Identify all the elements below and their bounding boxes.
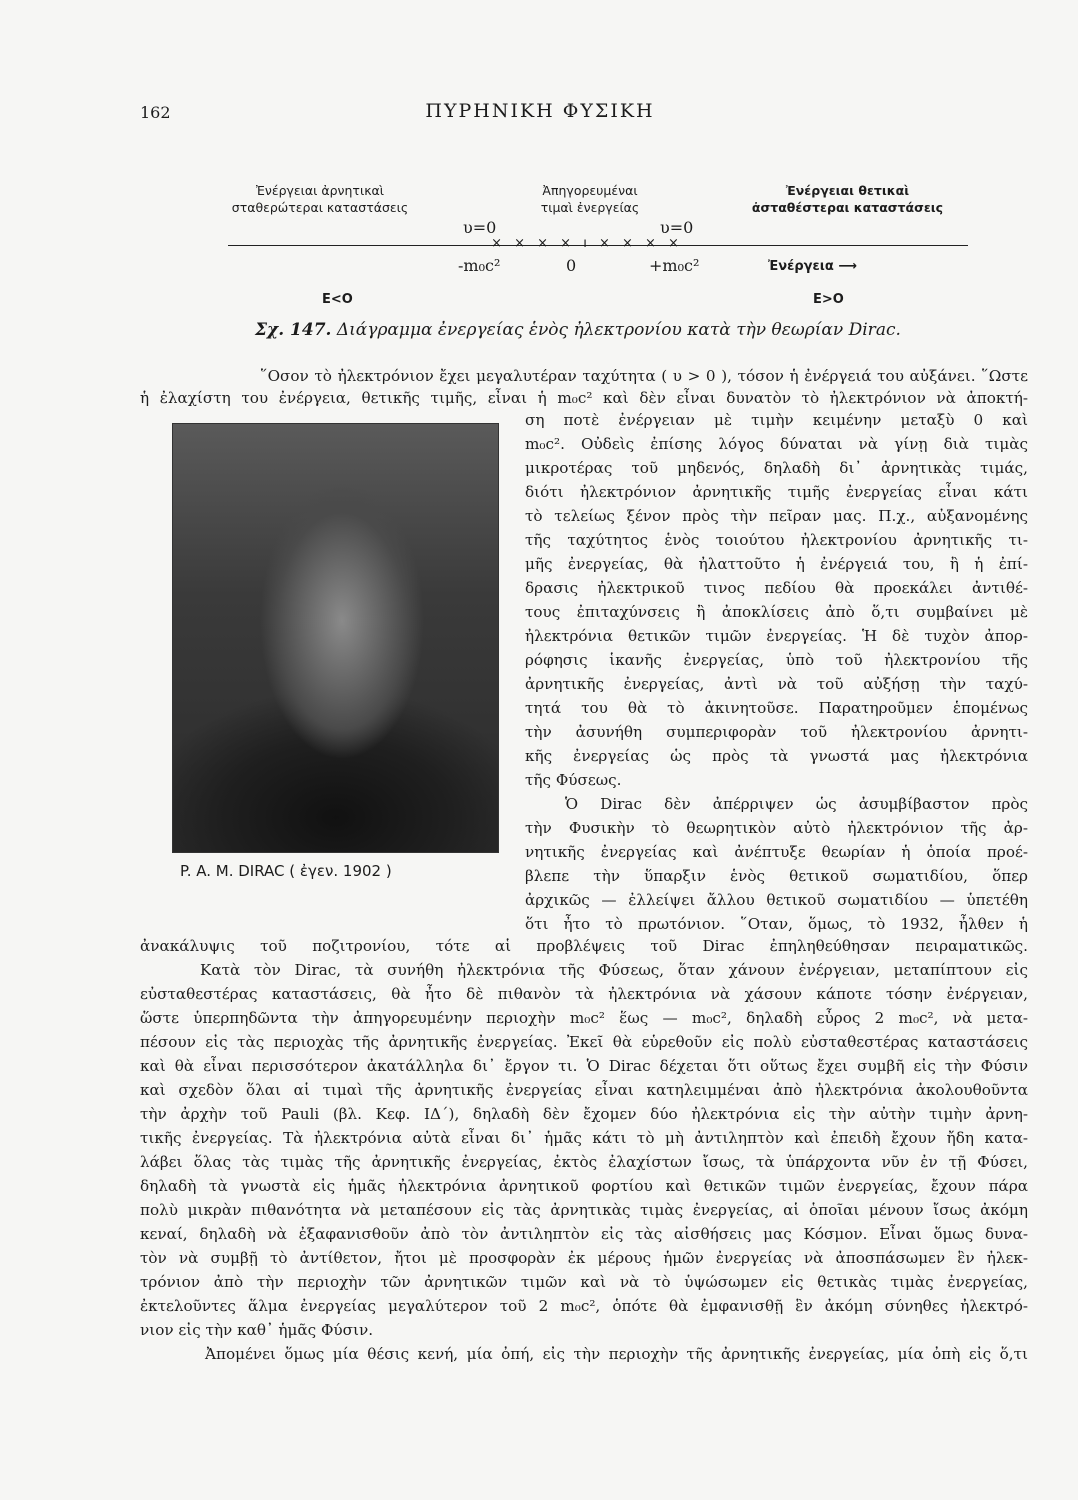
energy-arrow-icon: ⟶	[838, 259, 857, 274]
text-line: ἀρνητικῆς ἐνεργείας, ἀντὶ νὰ τοῦ αὐξήσῃ τὴν ταχύ-	[525, 675, 1028, 693]
diagram-left-title-line1: Ἐνέργειαι ἀρνητικαὶ	[255, 183, 385, 198]
text-line: δρασις ἠλεκτρικοῦ τινος πεδίου θὰ προεκάλει ἀντιθέ-	[525, 579, 1028, 597]
text-line: τὴν ἀσυνήθη συμπεριφορὰν τοῦ ἠλεκτρονίου ἀρνητι-	[525, 723, 1028, 741]
diagram-v-right: υ=0	[660, 218, 694, 237]
diagram-right-title-line1: Ἐνέργειαι θετικαὶ	[785, 183, 910, 198]
text-line: ὅτι ἦτο τὸ πρωτόνιον. ῞Οταν, ὅμως, τὸ 1932, ἦλθεν ἡ	[525, 915, 1028, 933]
text-line: ση ποτὲ ἐνέργειαν μὲ τιμὴν κειμένην μεταξὺ 0 καὶ	[525, 411, 1028, 429]
forbidden-crosses: × × × × ı × × × ×	[491, 236, 683, 251]
text-line: τὸν νὰ συμβῇ τὸ ἀντίθετον, ἤτοι μὲ προσφορὰν ἐκ μέρους ἡμῶν ἐνεργείας νὰ ἀποσπάσωμεν ἓν ἠλεκ-	[140, 1249, 1028, 1267]
energy-direction-label	[768, 259, 857, 274]
text-line: τικῆς ἐνεργείας. Τὰ ἠλεκτρόνια αὐτὰ εἶναι δι᾽ ἡμᾶς κάτι τὸ μὴ ἀντιληπτὸν καὶ ἐπειδὴ ἔχουν ἤδη κατα-	[140, 1129, 1028, 1147]
text-line: τους ἐπιταχύνσεις ἢ ἀποκλίσεις ἀπὸ ὅ,τι συμβαίνει μὲ	[525, 603, 1028, 621]
diagram-middle-title-line2: τιμαὶ ἐνεργείας	[540, 200, 640, 215]
text-line: μῆς ἐνεργείας, θὰ ἠλαττοῦτο ἡ ἐνέργειά του, ἢ ἡ ἐπί-	[525, 555, 1028, 573]
text-line: ἐκτελοῦντες ἅλμα ἐνεργείας μεγαλύτερον τοῦ 2 m₀c², ὁπότε θὰ ἐμφανισθῇ ἓν ἀκόμη σύνηθες ἠλεκτρό-	[140, 1297, 1028, 1315]
text-line: ἀρχικῶς — ἐλλείψει ἄλλου θετικοῦ σωματιδίου — ὑπετέθη	[525, 891, 1028, 909]
text-line: δηλαδὴ τὰ γνωστὰ εἰς ἡμᾶς ἠλεκτρόνια ἀρνητικοῦ φορτίου καὶ θετικῶν τιμῶν ἐνεργείας, ἔχουν πάρα	[140, 1177, 1028, 1195]
tick-label-negative: -m₀c²	[458, 256, 501, 275]
text-line: νητικῆς ἐνεργείας καὶ ἀνέπτυξε θεωρίαν ἡ ὁποία προέ-	[525, 843, 1028, 861]
text-line: τὴν Φυσικὴν τὸ θεωρητικὸν αὐτὸ ἠλεκτρόνιον τῆς ἀρ-	[525, 819, 1028, 837]
text-line: κεναί, δηλαδὴ νὰ ἐξαφανισθοῦν ἀπὸ τὸν ἀντιληπτὸν εἰς τὰς αἰσθήσεις μας Κόσμον. Εἶναι ὅμως δυνα-	[140, 1225, 1028, 1243]
diagram-left-title	[215, 182, 425, 216]
text-line: νιον εἰς τὴν καθ᾽ ἡμᾶς Φύσιν.	[140, 1321, 374, 1339]
text-line: ἠλεκτρόνια θετικῶν τιμῶν ἐνεργείας. Ἡ δὲ τυχὸν ἀπορ-	[525, 627, 1028, 645]
positive-energy-label: E>O	[813, 292, 844, 307]
diagram-middle-title-line1: Ἀπηγορευμέναι	[542, 183, 638, 198]
diagram-v-left: υ=0	[463, 218, 497, 237]
text-line: Κατὰ τὸν Dirac, τὰ συνήθη ἠλεκτρόνια τῆς Φύσεως, ὅταν χάνουν ἐνέργειαν, μεταπίπτουν εἰς	[200, 961, 1028, 979]
text-line: τῆς Φύσεως.	[525, 771, 622, 789]
text-line: μικροτέρας τοῦ μηδενός, δηλαδὴ δι᾽ ἀρνητικὰς τιμάς,	[525, 459, 1028, 477]
diagram-left-title-line2: σταθερώτεραι καταστάσεις	[231, 200, 409, 215]
text-line: διότι ἠλεκτρόνιον ἀρνητικῆς τιμῆς ἐνεργείας εἶναι κάτι	[525, 483, 1028, 501]
text-line: κῆς ἐνεργείας ὡς πρὸς τὰ γνωστά μας ἠλεκτρόνια	[525, 747, 1028, 765]
tick-label-zero: 0	[566, 256, 577, 275]
page-number: 162	[140, 103, 171, 122]
negative-energy-label: E<O	[322, 292, 353, 307]
text-line: ὥστε ὑπερπηδῶντα τὴν ἀπηγορευμένην περιοχὴν m₀c² ἕως — m₀c², δηλαδὴ εὖρος 2 m₀c², νὰ μετα-	[140, 1009, 1028, 1027]
text-line: ῞Οσον τὸ ἠλεκτρόνιον ἔχει μεγαλυτέραν ταχύτητα ( υ > 0 ), τόσον ἡ ἐνέργειά του αὐξάνει. ῞Ωστε	[260, 367, 1028, 385]
text-line: τῆς ταχύτητος ἑνὸς τοιούτου ἠλεκτρονίου ἀρνητικῆς τι-	[525, 531, 1028, 549]
text-line: Ἀπομένει ὅμως μία θέσις κενή, μία ὀπή, εἰς τὴν περιοχὴν τῆς ἀρνητικῆς ἐνεργείας, μία ὀπὴ εἰς ὅ,τι	[205, 1345, 1028, 1363]
portrait-caption: P. A. M. DIRAC ( ἐγεν. 1902 )	[180, 862, 392, 880]
text-line: λάβει ὅλας τὰς τιμὰς τῆς ἀρνητικῆς ἐνεργείας, ἐκτὸς ἐλαχίστων ἴσως, τὰ ὑπάρχοντα νῦν ἐν τῇ Φύσει,	[140, 1153, 1028, 1171]
text-line: τὴν ἀρχὴν τοῦ Pauli (βλ. Κεφ. ΙΔ΄), δηλαδὴ δὲν ἔχομεν δύο ἠλεκτρόνια εἰς τὴν αὐτὴν τιμὴν ἀρνη-	[140, 1105, 1028, 1123]
text-line: πολὺ μικρὰν πιθανότητα νὰ μεταπέσουν εἰς τὰς ἀρνητικὰς τιμὰς ἐνεργείας, αἱ ὁποῖαι μένουν ἴσως ἀκόμη	[140, 1201, 1028, 1219]
text-line: Ὁ Dirac δὲν ἀπέρριψεν ὡς ἀσυμβίβαστον πρὸς	[565, 795, 1028, 813]
tick-label-positive: +m₀c²	[649, 256, 700, 275]
figure-caption-text: Διάγραμμα ἐνεργείας ἑνὸς ἠλεκτρονίου κατὰ τὴν θεωρίαν Dirac.	[336, 320, 901, 340]
text-line: m₀c². Οὐδεὶς ἐπίσης λόγος δύναται νὰ γίνῃ διὰ τιμὰς	[525, 435, 1028, 453]
figure-caption	[255, 320, 955, 340]
text-line: ρόφησις ἱκανῆς ἐνεργείας, ὑπὸ τοῦ ἠλεκτρονίου τῆς	[525, 651, 1028, 669]
text-line: καὶ θὰ εἶναι περισσότερον ἀκατάλληλα δι᾽ ἔργον τι. Ὁ Dirac δέχεται ὅτι οὕτως ἔχει συμβῆ εἰς τὴν Φύσιν	[140, 1057, 1028, 1075]
diagram-right-title-line2: ἀσταθέστεραι καταστάσεις	[751, 200, 944, 215]
text-line: τὸ τελείως ξένον πρὸς τὴν πεῖραν μας. Π.χ., αὐξανομένης	[525, 507, 1028, 525]
running-title: ΠΥΡΗΝΙΚΗ ΦΥΣΙΚΗ	[425, 100, 655, 122]
text-line: τρόνιον ἀπὸ τὴν περιοχὴν τῶν ἀρνητικῶν τιμῶν καὶ νὰ τὸ ὑψώσωμεν εἰς θετικὰς τιμὰς ἐνεργείας,	[140, 1273, 1028, 1291]
dirac-portrait	[172, 423, 499, 853]
text-line: πέσουν εἰς τὰς περιοχὰς τῆς ἀρνητικῆς ἐνεργείας. Ἐκεῖ θὰ εὑρεθοῦν εἰς πολὺ εὐσταθεστέρας καταστάσεις	[140, 1033, 1028, 1051]
energy-label-text: Ἐνέργεια	[768, 259, 834, 274]
diagram-middle-title	[505, 182, 675, 216]
text-line: βλεπε τὴν ὕπαρξιν ἑνὸς θετικοῦ σωματιδίου, ὅπερ	[525, 867, 1028, 885]
text-line: καὶ σχεδὸν ὅλαι αἱ τιμαὶ τῆς ἀρνητικῆς ἐνεργείας εἶναι κατηλειμμέναι ἀπὸ ἠλεκτρόνια ἀκολουθοῦντα	[140, 1081, 1028, 1099]
diagram-right-title	[725, 182, 970, 216]
text-line: τητά του θὰ τὸ ἀκινητοῦσε. Παρατηροῦμεν ἑπομένως	[525, 699, 1028, 717]
text-line: ἀνακάλυψις τοῦ ποζιτρονίου, τότε αἱ προβλέψεις τοῦ Dirac ἐπηληθεύθησαν πειραματικῶς.	[140, 937, 1028, 955]
figure-number: Σχ. 147.	[255, 320, 332, 340]
text-line: εὐσταθεστέρας καταστάσεις, θὰ ἦτο δὲ πιθανὸν τὰ ἠλεκτρόνια νὰ χάσουν κάποτε τόσην ἐνέργειαν,	[140, 985, 1028, 1003]
text-line: ἡ ἐλαχίστη του ἐνέργεια, θετικῆς τιμῆς, εἶναι ἡ m₀c² καὶ δὲν εἶναι δυνατὸν τὸ ἠλεκτρόνιον νὰ ἀποκτή-	[140, 389, 1028, 407]
